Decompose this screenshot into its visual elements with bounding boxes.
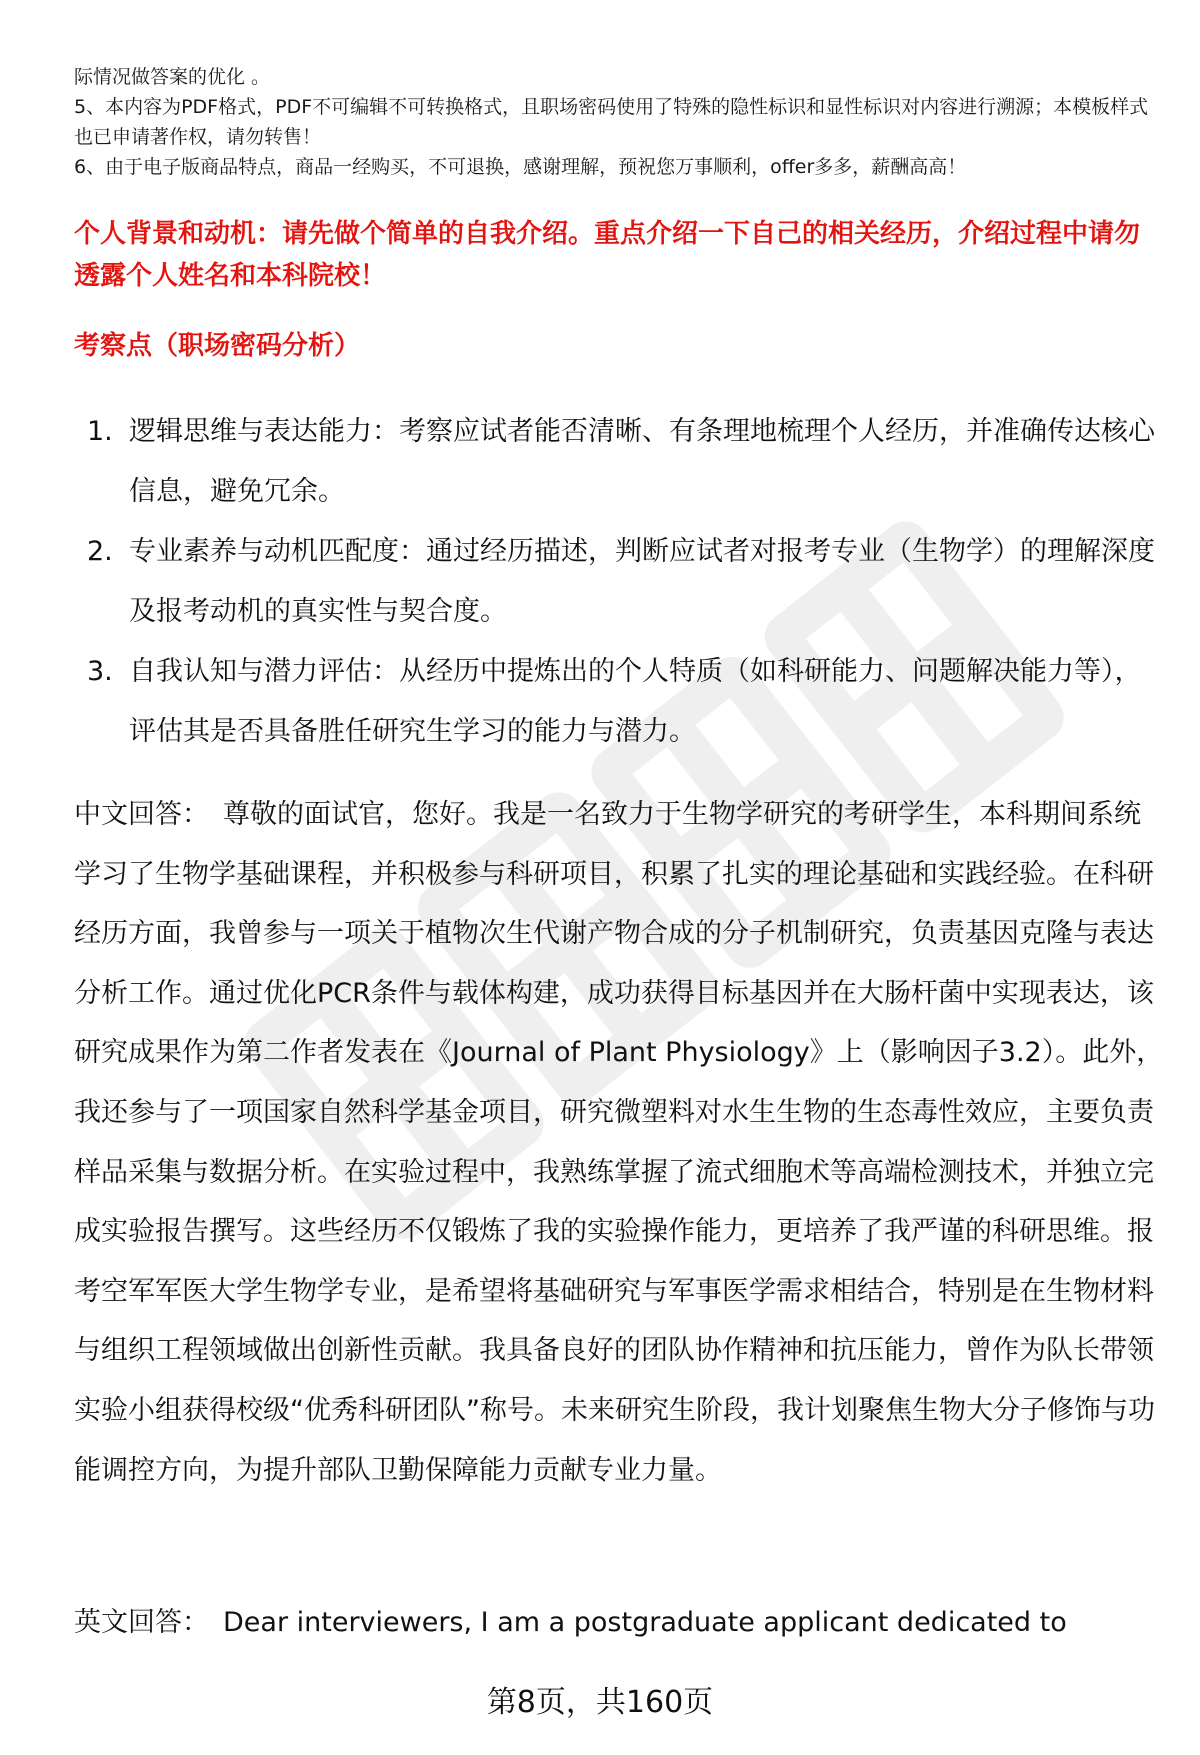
list-item [74, 522, 1164, 642]
chinese-answer [74, 785, 1164, 1500]
chinese-answer-text: 尊敬的面试官，您好。我是一名致力于生物学研究的考研学生，本科期间系统学习了生物学基础课程，并积极参与科研项目，积累了扎实的理论基础和实践经验。在科研经历方面，我曾参与一项关于植物次生代谢产物合成的分子机制研究，负责基因克隆与表达分析工作。通过优化PCR条件与载体构建，成功获得目标基因并在大肠杆菌中实现表达，该研究成果作为第二作者发表在《Journal of Plant Physiology》上（影响因子3.2）。此外，我还参与了一项国家自然科学基金项目，研究微塑料对水生生物的生态毒性效应，主要负责样品采集与数据分析。在实验过程中，我熟练掌握了流式细胞术等高端检测技术，并独立完成实验报告撰写。这些经历不仅锻炼了我的实验操作能力，更培养了我严谨的科研思维。报考空军军医大学生物学专业，是希望将基础研究与军事医学需求相结合，特别是在生物材料与组织工程领域做出创新性贡献。我具备良好的团队协作精神和抗压能力，曾作为队长带领实验小组获得校级“优秀科研团队”称号。未来研究生阶段，我计划聚焦生物大分子修饰与功能调控方向，为提升部队卫勤保障能力贡献专业力量。 [74, 799, 1164, 1486]
list-item-number: 3. [87, 656, 113, 687]
note-line: 5、本内容为PDF格式，PDF不可编辑不可转换格式，且职场密码使用了特殊的隐性标识和显性标识对内容进行溯源；本模板样式也已申请著作权，请勿转售！ [74, 96, 1149, 148]
list-item-text: 专业素养与动机匹配度：通过经历描述，判断应试者对报考专业（生物学）的理解深度及报考动机的真实性与契合度。 [129, 536, 1155, 627]
note-line: 6、由于电子版商品特点，商品一经购买，不可退换，感谢理解，预祝您万事顺利，offer多多，薪酬高高！ [74, 156, 967, 178]
list-item-text: 自我认知与潜力评估：从经历中提炼出的个人特质（如科研能力、问题解决能力等），评估其是否具备胜任研究生学习的能力与潜力。 [129, 656, 1142, 747]
list-item-text: 逻辑思维与表达能力：考察应试者能否清晰、有条理地梳理个人经历，并准确传达核心信息，避免冗余。 [129, 416, 1155, 507]
list-item-number: 2. [87, 536, 113, 567]
purchase-notes [74, 62, 1164, 182]
assessment-title: 考察点（职场密码分析） [74, 331, 361, 361]
interview-question: 个人背景和动机：请先做个简单的自我介绍。重点介绍一下自己的相关经历，介绍过程中请勿透露个人姓名和本科院校！ [74, 219, 1141, 291]
english-answer [74, 1593, 1164, 1653]
list-item [74, 642, 1164, 762]
page-number: 第8页，共160页 [486, 1685, 714, 1720]
english-answer-label: 英文回答： [74, 1607, 209, 1638]
list-item [74, 402, 1164, 522]
assessment-points [74, 402, 1164, 762]
note-line: 际情况做答案的优化 。 [74, 66, 271, 88]
chinese-answer-label: 中文回答： [74, 799, 209, 830]
list-item-number: 1. [87, 416, 113, 447]
english-answer-text: Dear interviewers, I am a postgraduate applicant dedicated to [223, 1607, 1067, 1638]
